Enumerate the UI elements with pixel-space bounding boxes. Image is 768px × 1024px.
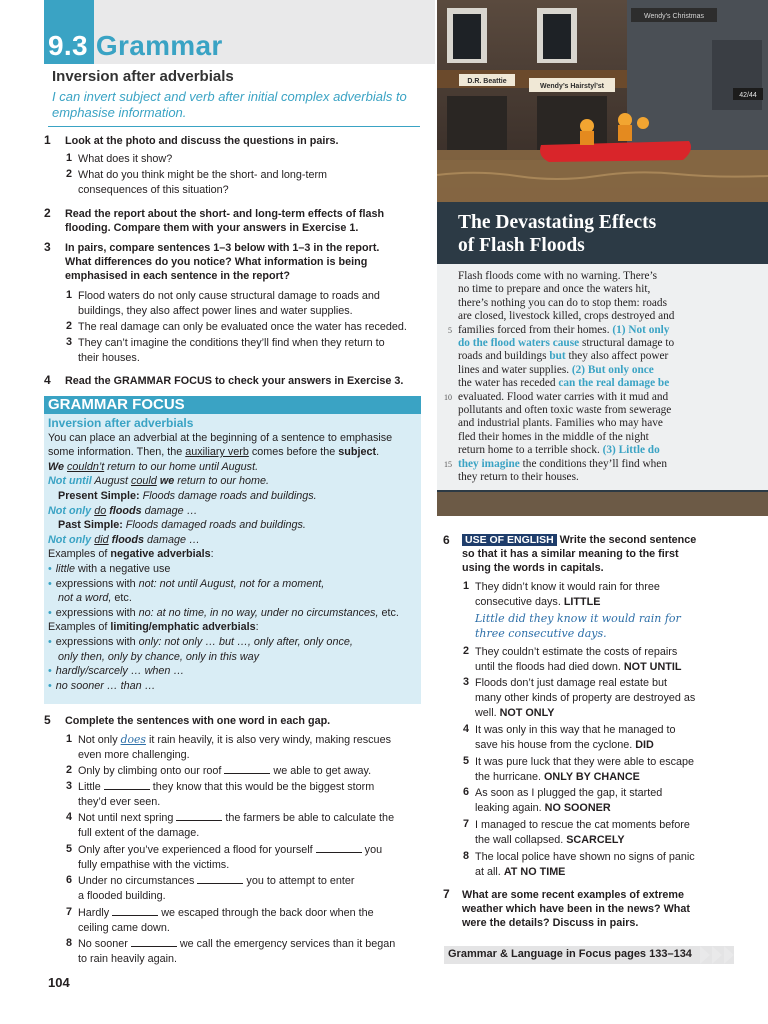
item-text: Only after you’ve experienced a flood for yourself you bbox=[78, 844, 383, 856]
article-line: are closed, livestock killed, crops destroyed and bbox=[458, 310, 675, 323]
answer-example: does bbox=[120, 733, 146, 746]
article-body bbox=[458, 268, 716, 487]
grammar-focus-body bbox=[48, 416, 418, 693]
article-line: families forced from their homes. (1) Not only bbox=[458, 323, 670, 336]
gf-example: We couldn’t return to our home until August. bbox=[48, 460, 259, 473]
article-line: evaluated. Flood water carries with it mud and bbox=[458, 390, 669, 403]
item-text: ceiling came down. bbox=[78, 922, 170, 934]
item-text: the hurricane. ONLY BY CHANCE bbox=[475, 771, 640, 783]
item-text: Not only does it rain heavily, it is also very windy, making rescues bbox=[78, 733, 391, 746]
article-title: The Devastating Effects of Flash Floods bbox=[458, 212, 657, 256]
item-number: 2 bbox=[66, 320, 73, 332]
item-text: What does it show? bbox=[78, 153, 173, 165]
exercise-instruction: were the details? Discuss in pairs. bbox=[462, 917, 639, 929]
divider bbox=[48, 126, 420, 127]
item-number: 6 bbox=[463, 786, 470, 798]
item-text: they’d ever seen. bbox=[78, 796, 161, 808]
lesson-goal: I can invert subject and verb after initial complex adverbials to emphasise information. bbox=[52, 89, 407, 120]
article-line: there’s nothing you can do to stop them: roads bbox=[458, 296, 667, 309]
item-text: Flood waters do not only cause structural damage to roads and bbox=[78, 290, 380, 302]
item-text: buildings, they also affect power lines and water supplies. bbox=[78, 305, 353, 317]
gf-example: Past Simple: Floods damaged roads and buildings. bbox=[58, 519, 306, 532]
item-text: consequences of this situation? bbox=[78, 184, 229, 196]
exercise-number: 7 bbox=[443, 887, 450, 901]
grammar-focus-heading: GRAMMAR FOCUS bbox=[44, 396, 421, 414]
item-text: leaking again. NO SOONER bbox=[475, 802, 611, 814]
article-line: they return to their houses. bbox=[458, 471, 579, 484]
section-title: 9.3 Grammar bbox=[48, 30, 223, 61]
gf-example: Not only did floods damage … bbox=[48, 533, 200, 546]
gf-list-intro: Examples of negative adverbials: bbox=[48, 548, 214, 561]
item-text: They can’t imagine the conditions they’ll find when they return to bbox=[78, 337, 385, 349]
grammar-focus-title: Inversion after adverbials bbox=[48, 416, 194, 430]
exercise-instruction: What differences do you notice? What information is being bbox=[65, 256, 368, 268]
exercise-instruction: so that it has a similar meaning to the first bbox=[462, 548, 679, 560]
item-text: full extent of the damage. bbox=[78, 827, 200, 839]
use-of-english-badge: USE OF ENGLISH bbox=[462, 534, 557, 546]
item-text: No sooner we call the emergency services than it began bbox=[78, 938, 396, 950]
article-line: lines and water supplies. (2) But only once bbox=[458, 363, 654, 376]
exercise-number: 3 bbox=[44, 240, 51, 254]
answer-example: Little did they know it would rain for bbox=[475, 612, 681, 625]
answer-example: three consecutive days. bbox=[475, 627, 607, 640]
item-number: 1 bbox=[66, 289, 73, 301]
exercise-instruction: What are some recent examples of extreme bbox=[462, 889, 685, 901]
item-text: It was pure luck that they were able to escape bbox=[475, 756, 695, 768]
item-text: Floods don’t just damage real estate but bbox=[475, 677, 668, 689]
item-text: The local police have shown no signs of panic bbox=[475, 851, 695, 863]
item-text: Under no circumstances you to attempt to enter bbox=[78, 875, 355, 887]
gf-list-item: only then, only by chance, only in this way bbox=[58, 650, 260, 663]
exercise-instruction: using the words in capitals. bbox=[462, 562, 604, 574]
item-text: save his house from the cyclone. DID bbox=[475, 739, 654, 751]
gf-list-item: • expressions with not: not until August, not for a moment, bbox=[48, 577, 418, 592]
answer-gap[interactable] bbox=[176, 811, 222, 821]
answer-gap[interactable] bbox=[197, 874, 243, 884]
exercise-instruction: Look at the photo and discuss the questions in pairs. bbox=[65, 135, 339, 147]
answer-gap[interactable] bbox=[316, 843, 362, 853]
exercise-instruction: Read the report about the short- and long-term effects of flash bbox=[65, 208, 385, 220]
answer-gap[interactable] bbox=[131, 937, 177, 947]
reference-text: Grammar & Language in Focus pages 133–134 bbox=[448, 948, 692, 960]
item-text: The real damage can only be evaluated once the water has receded. bbox=[78, 321, 407, 333]
item-text: many other kinds of property are destroyed as bbox=[475, 692, 696, 704]
item-text: I managed to rescue the cat moments before bbox=[475, 819, 690, 831]
answer-gap[interactable] bbox=[104, 780, 150, 790]
item-text: their houses. bbox=[78, 352, 140, 364]
item-text: Only by climbing onto our roof we able to get away. bbox=[78, 765, 372, 777]
line-number: 15 bbox=[444, 460, 452, 469]
item-number: 1 bbox=[66, 152, 73, 164]
gf-intro-line: You can place an adverbial at the beginning of a sentence to emphasise bbox=[48, 431, 393, 444]
shop-sign-text: 42/44 bbox=[739, 92, 757, 99]
article-line: pollutants and often toxic waste from sewerage bbox=[458, 404, 672, 417]
item-number: 2 bbox=[66, 168, 73, 180]
item-number: 3 bbox=[66, 336, 73, 348]
item-text: at all. AT NO TIME bbox=[475, 866, 566, 878]
item-number: 8 bbox=[463, 850, 470, 862]
item-text: until the floods had died down. NOT UNTIL bbox=[475, 661, 682, 673]
item-number: 6 bbox=[66, 874, 73, 886]
exercise-instruction: USE OF ENGLISH Write the second sentence bbox=[462, 533, 696, 548]
exercise-number: 4 bbox=[44, 373, 51, 387]
item-text: What do you think might be the short- and long-term bbox=[78, 169, 328, 181]
article-line: do the flood waters cause structural damage to bbox=[458, 337, 675, 350]
gf-list-item: • expressions with no: at no time, in no way, under no circumstances, etc. bbox=[48, 606, 418, 621]
exercise-instruction: In pairs, compare sentences 1–3 below with 1–3 in the report. bbox=[65, 242, 380, 254]
exercise-number: 1 bbox=[44, 133, 51, 147]
shop-sign-text: Wendy’s Christmas bbox=[643, 13, 705, 20]
gf-list-item: • little with a negative use bbox=[48, 562, 418, 577]
item-number: 4 bbox=[463, 723, 470, 735]
article-line: Flash floods come with no warning. There’s bbox=[458, 270, 658, 282]
answer-gap[interactable] bbox=[112, 906, 158, 916]
gf-list-item: not a word, etc. bbox=[58, 592, 132, 605]
item-number: 8 bbox=[66, 937, 73, 949]
item-text: consecutive days. LITTLE bbox=[475, 596, 601, 608]
item-text: even more challenging. bbox=[78, 749, 190, 761]
item-number: 3 bbox=[66, 780, 73, 792]
item-text: a flooded building. bbox=[78, 890, 166, 902]
article-line: fled their homes in the middle of the night bbox=[458, 430, 649, 443]
exercise-instruction: weather which have been in the news? What bbox=[462, 903, 690, 915]
item-number: 7 bbox=[66, 906, 73, 918]
arrow-decoration-icon bbox=[700, 946, 748, 964]
gf-list-intro: Examples of limiting/emphatic adverbials: bbox=[48, 621, 259, 634]
answer-gap[interactable] bbox=[224, 764, 270, 774]
reference-bar bbox=[444, 946, 734, 964]
article-line: and industrial plants. Families who may have bbox=[458, 417, 663, 430]
item-text: fully empathise with the victims. bbox=[78, 859, 230, 871]
exercise-instruction: flooding. Compare them with your answers in Exercise 1. bbox=[65, 222, 359, 234]
shop-sign-text: Wendy’s Hairstyl’st bbox=[540, 83, 604, 90]
item-number: 4 bbox=[66, 811, 73, 823]
exercise-instruction: Read the GRAMMAR FOCUS to check your answers in Exercise 3. bbox=[65, 375, 404, 387]
item-number: 2 bbox=[66, 764, 73, 776]
gf-list-item: • no sooner … than … bbox=[48, 679, 418, 694]
gf-list-item: • hardly/scarcely … when … bbox=[48, 664, 418, 679]
item-text: to rain heavily again. bbox=[78, 953, 178, 965]
exercise-number: 6 bbox=[443, 533, 450, 547]
line-number: 10 bbox=[444, 393, 452, 402]
item-text: Not until next spring the farmers be able to calculate the bbox=[78, 812, 395, 824]
exercise-instruction: emphasised in each sentence in the report? bbox=[65, 270, 291, 282]
item-text: They didn’t know it would rain for three bbox=[475, 581, 660, 593]
item-number: 7 bbox=[463, 818, 470, 830]
exercise-number: 2 bbox=[44, 206, 51, 220]
gf-example: Present Simple: Floods damage roads and buildings. bbox=[58, 489, 317, 502]
gf-list-item: • expressions with only: not only … but …, only after, only once, bbox=[48, 635, 418, 650]
article-line: they imagine the conditions they’ll find when bbox=[458, 457, 667, 470]
line-number: 5 bbox=[448, 326, 452, 335]
item-number: 5 bbox=[463, 755, 470, 767]
shop-sign-text: D.R. Beattie bbox=[467, 78, 507, 85]
exercise-instruction: Complete the sentences with one word in each gap. bbox=[65, 715, 331, 727]
item-number: 1 bbox=[66, 733, 73, 745]
item-number: 5 bbox=[66, 843, 73, 855]
gf-example: Not only do floods damage … bbox=[48, 504, 198, 517]
gf-example: Not until August could we return to our home. bbox=[48, 475, 270, 488]
lesson-subheading: Inversion after adverbials bbox=[52, 68, 234, 85]
item-number: 3 bbox=[463, 676, 470, 688]
article-line: the water has receded can the real damage be bbox=[458, 377, 670, 390]
page-number: 104 bbox=[48, 975, 70, 990]
item-text: Hardly we escaped through the back door when the bbox=[78, 907, 374, 919]
item-number: 2 bbox=[463, 645, 470, 657]
article-line: roads and buildings but they also affect power bbox=[458, 350, 669, 363]
item-text: well. NOT ONLY bbox=[475, 707, 555, 719]
item-text: It was only in this way that he managed to bbox=[475, 724, 676, 736]
gf-intro-line: some information. Then, the auxiliary verb comes before the subject. bbox=[48, 446, 380, 459]
exercise-number: 5 bbox=[44, 713, 51, 727]
item-text: They couldn’t estimate the costs of repairs bbox=[475, 646, 678, 658]
item-text: Little they know that this would be the biggest storm bbox=[78, 781, 375, 793]
article-line: return home to a terrible shock. (3) Little do bbox=[458, 444, 660, 457]
item-number: 1 bbox=[463, 580, 470, 592]
item-text: As soon as I plugged the gap, it started bbox=[475, 787, 663, 799]
article-line: no time to prepare and once the waters hit, bbox=[458, 283, 651, 296]
item-text: the wall collapsed. SCARCELY bbox=[475, 834, 625, 846]
